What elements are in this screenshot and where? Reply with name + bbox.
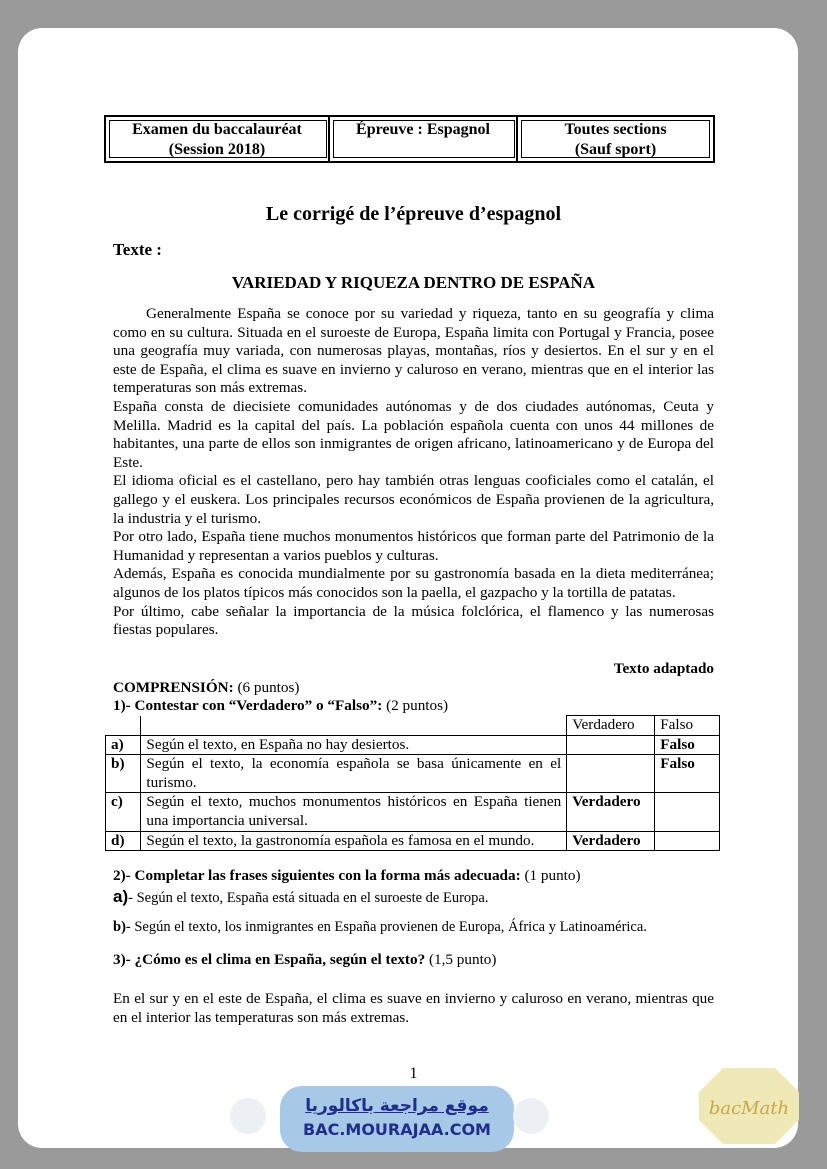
site-logo-icon [513,1098,549,1134]
paragraph: El idioma oficial es el castellano, pero hay también otras lenguas cooficiales como el catalán, el gallego y el euskera. Los principales recursos económicos de España provienen de la agricultura, la industria y el turismo. [113,472,714,527]
paragraph: España consta de diecisiete comunidades autónomas y de dos ciudades autónomas, Ceuta y Melilla. Madrid es la capital del país. La población española cuenta con unos 44 millones de habitantes, una parte de ellos son inmigrantes de origen africano, latinoamericano y de Europa del Este. [113,397,714,471]
true-false-table [105,715,720,851]
texto-adaptado: Texto adaptado [613,660,714,677]
paragraph: Por último, cabe señalar la importancia de la música folclórica, el flamenco y las numerosas fiestas populares. [113,602,714,639]
table-row: a) Según el texto, en España no hay desiertos. Falso [106,735,720,755]
paragraph: Generalmente España se conoce por su variedad y riqueza, tanto en su geografía y clima como en su cultura. Situada en el suroeste de Europa, España limita con Portugal y Francia, posee una geografía muy variada, con numerosas playas, montañas, ríos y desiertos. En el sur y en el este de España, el clima es suave en invierno y caluroso en verano, mientras que en el interior las temperaturas son más extremas. [113,305,714,397]
header-falso: Falso [655,716,720,736]
answer-2b: b)- Según el texto, los inmigrantes en España provienen de Europa, África y Latinoamérica. [113,919,647,935]
paragraph: Por otro lado, España tiene muchos monumentos históricos que forman parte del Patrimonio de la Humanidad y representan a varios pueblos y culturas. [113,528,714,564]
text-title: VARIEDAD Y RIQUEZA DENTRO DE ESPAÑA [231,273,596,292]
banner-arabic: موقع مراجعة باكالوريا [305,1096,489,1116]
question-1: 1)- Contestar con “Verdadero” o “Falso”: (2 puntos) [113,697,449,714]
site-logo-icon [230,1098,266,1134]
question-3: 3)- ¿Cómo es el clima en España, según el texto? (1,5 punto) [113,951,497,968]
header-exam-cell: Examen du baccalauréat (Session 2018) [106,117,330,161]
texte-label: Texte : [113,240,162,259]
table-row: b) Según el texto, la economía española se basa únicamente en el turismo. Falso [106,755,720,793]
svg-text:bacMath: bacMath [708,1098,790,1119]
comprension-heading: COMPRENSIÓN: (6 puntos) [113,679,300,696]
site-banner[interactable] [280,1086,514,1152]
table-row: d) Según el texto, la gastronomía española es famosa en el mundo. Verdadero [106,831,720,851]
reading-text [113,305,714,640]
answer-3: En el sur y en el este de España, el clima es suave en invierno y caluroso en verano, mientras que en el interior las temperaturas son más extremas. [113,990,714,1026]
page-number: 1 [409,1065,418,1082]
exam-header-table [104,115,715,163]
header-subject-cell: Épreuve : Espagnol [330,117,518,161]
paragraph: Además, España es conocida mundialmente por su gastronomía basada en la dieta mediterránea; algunos de los platos típicos más conocidos son la paella, el gazpacho y la tortilla de patatas. [113,565,714,601]
header-sections-cell: Toutes sections (Sauf sport) [518,117,713,161]
document-title: Le corrigé de l’épreuve d’espagnol [265,203,562,225]
header-verdadero: Verdadero [567,716,655,736]
table-row: c) Según el texto, muchos monumentos históricos en España tienen una importancia universal. Verdadero [106,793,720,831]
bacmath-logo-icon [697,1066,801,1146]
banner-url: BAC.MOURAJAA.COM [303,1120,491,1139]
answer-2a: a)- Según el texto, España está situada en el suroeste de Europa. [113,887,489,906]
table-header-row [106,716,720,736]
question-2: 2)- Completar las frases siguientes con la forma más adecuada: (1 punto) [113,867,581,884]
